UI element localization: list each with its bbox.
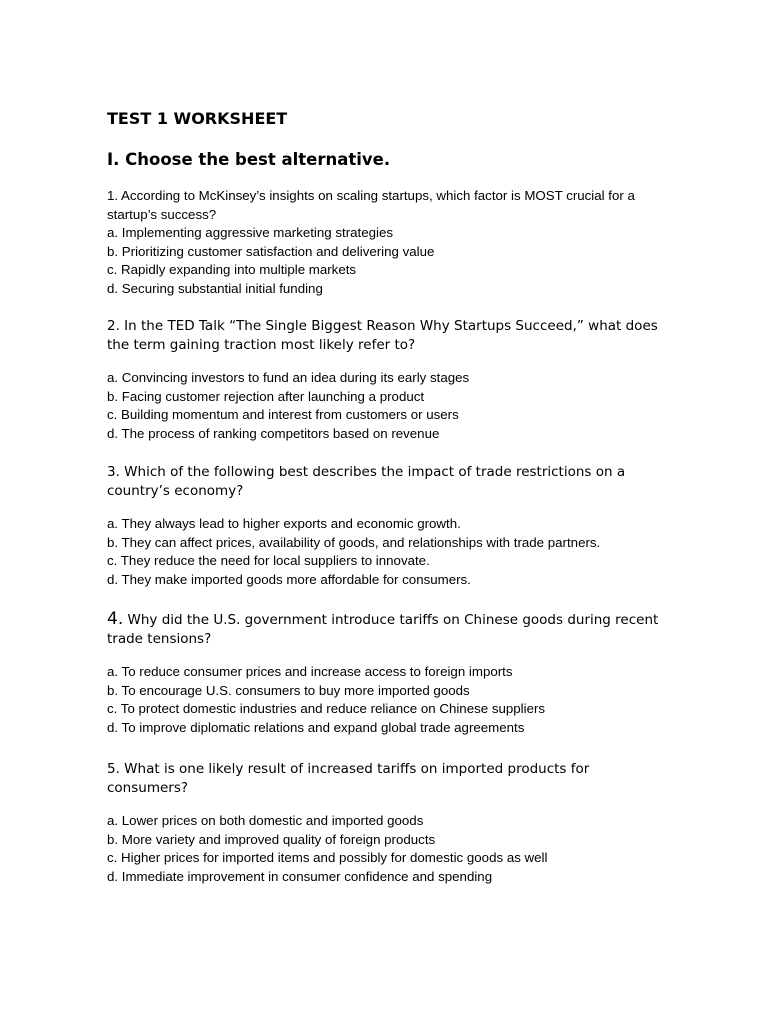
worksheet-title: TEST 1 WORKSHEET — [107, 109, 288, 128]
question-text — [107, 760, 667, 798]
option-d: d. To improve diplomatic relations and expand global trade agreements — [107, 720, 525, 736]
option-a: a. Convincing investors to fund an idea during its early stages — [107, 370, 470, 385]
question-number: 2. — [107, 318, 120, 334]
option-list — [107, 663, 667, 738]
question-2 — [107, 317, 667, 444]
question-prompt: In the TED Talk “The Single Biggest Reason Why Startups Succeed,” what does the term gaining traction most likely refer to? — [107, 318, 658, 353]
option-c: c. Higher prices for imported items and possibly for domestic goods as well — [107, 850, 548, 866]
question-text — [107, 610, 667, 649]
option-b: b. To encourage U.S. consumers to buy more imported goods — [107, 682, 470, 698]
question-number: 4. — [107, 609, 124, 629]
question-5 — [107, 760, 667, 887]
option-b: b. Facing customer rejection after launching a product — [107, 388, 425, 404]
option-d: d. The process of ranking competitors based on revenue — [107, 426, 440, 442]
question-prompt: According to McKinsey’s insights on scaling startups, which factor is MOST crucial for a startup’s success? — [107, 188, 635, 222]
question-prompt: Which of the following best describes the impact of trade restrictions on a country’s economy? — [107, 464, 626, 499]
question-prompt: Why did the U.S. government introduce tariffs on Chinese goods during recent trade tensions? — [107, 612, 659, 647]
option-b: b. They can affect prices, availability of goods, and relationships with trade partners. — [107, 534, 601, 550]
option-c: c. To protect domestic industries and reduce reliance on Chinese suppliers — [107, 701, 546, 717]
question-3 — [107, 463, 667, 590]
option-d: d. They make imported goods more affordable for consumers. — [107, 572, 471, 588]
question-prompt: What is one likely result of increased tariffs on imported products for consumers? — [107, 761, 590, 796]
option-d: d. Securing substantial initial funding — [107, 281, 323, 297]
option-b: b. Prioritizing customer satisfaction and delivering value — [107, 243, 435, 259]
option-a: a. To reduce consumer prices and increase access to foreign imports — [107, 664, 513, 679]
question-1 — [107, 186, 667, 299]
option-a: a. Implementing aggressive marketing strategies — [107, 225, 394, 240]
option-d: d. Immediate improvement in consumer confidence and spending — [107, 869, 493, 885]
question-number: 3. — [107, 464, 120, 480]
option-c: c. They reduce the need for local suppliers to innovate. — [107, 553, 430, 569]
option-list — [107, 515, 667, 590]
option-a: a. Lower prices on both domestic and imported goods — [107, 813, 424, 828]
option-a: a. They always lead to higher exports and economic growth. — [107, 516, 461, 531]
question-number: 5. — [107, 761, 120, 777]
option-list — [107, 812, 667, 887]
option-list — [107, 224, 667, 299]
option-c: c. Building momentum and interest from customers or users — [107, 407, 459, 423]
question-text — [107, 186, 667, 224]
question-4 — [107, 610, 667, 738]
option-list — [107, 369, 667, 444]
option-c: c. Rapidly expanding into multiple markets — [107, 262, 357, 278]
section-heading: I. Choose the best alternative. — [107, 150, 391, 169]
question-text — [107, 317, 667, 355]
question-text — [107, 463, 667, 501]
question-number: 1. — [107, 188, 119, 203]
option-b: b. More variety and improved quality of foreign products — [107, 831, 436, 847]
